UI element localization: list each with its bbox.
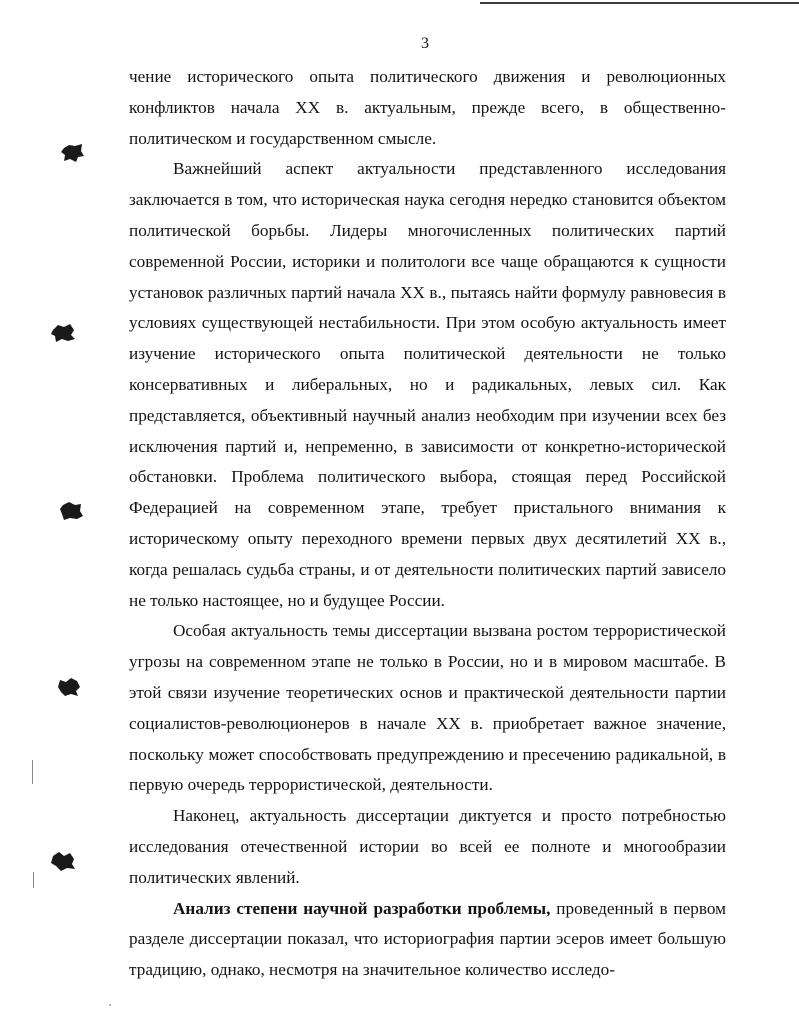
body-text <box>129 62 726 986</box>
scan-speck <box>109 1004 111 1006</box>
scan-margin-mark <box>32 760 33 784</box>
punch-hole-icon <box>60 142 86 164</box>
top-edge-rule <box>480 2 799 4</box>
punch-hole-icon <box>58 500 84 522</box>
section-lead-bold: Анализ степени научной разработки проблемы, <box>173 898 551 918</box>
paragraph-3: Особая актуальность темы диссертации вызвана ростом террористической угрозы на современном этапе не только в России, но и в мировом масштабе. В этой связи изучение теоретических основ и практической деятельности партии социалистов-революционеров в начале XX в. приобретает важное значение, поскольку может способствовать предупреждению и пресечению радикальной, в первую очередь террористической, деятельности. <box>129 621 726 795</box>
paragraph-1: чение исторического опыта политического движения и революционных конфликтов начала XX в. актуальным, прежде всего, в общественно-политическом и государственном смысле. <box>129 67 726 148</box>
paragraph-2: Важнейший аспект актуальности представленного исследования заключается в том, что историческая наука сегодня нередко становится объектом политической борьбы. Лидеры многочисленных политических партий современной России, историки и политологи все чаще обращаются к сущности установок различных партий начала XX в., пытаясь найти формулу равновесия в условиях существующей нестабильности. При этом особую актуальность имеет изучение исторического опыта политической деятельности не только консервативных и либеральных, но и радикальных, левых сил. Как представляется, объективный научный анализ необходим при изучении всех без исключения партий и, непременно, в зависимости от конкретно-исторической обстановки. Проблема политического выбора, стоящая перед Российской Федерацией на современном этапе, требует пристального внимания к историческому опыту переходного времени первых двух десятилетий XX в., когда решалась судьба страны, и от деятельности политических партий зависело не только настоящее, но и будущее России. <box>129 159 726 610</box>
page-number: 3 <box>421 35 429 52</box>
paragraph-5-text: проведенный в первом разделе диссертации показал, что историография партии эсеров имеет большую традицию, однако, несмотря на значительное количество исследо- <box>129 898 726 980</box>
punch-hole-icon <box>56 676 82 698</box>
punch-hole-icon <box>50 322 76 344</box>
paragraph-4: Наконец, актуальность диссертации диктуется и просто потребностью исследования отечественной истории во всей ее полноте и многообразии политических явлений. <box>129 806 726 887</box>
paragraph-5 <box>129 894 726 986</box>
scan-margin-mark <box>33 872 34 888</box>
punch-hole-icon <box>50 850 76 872</box>
